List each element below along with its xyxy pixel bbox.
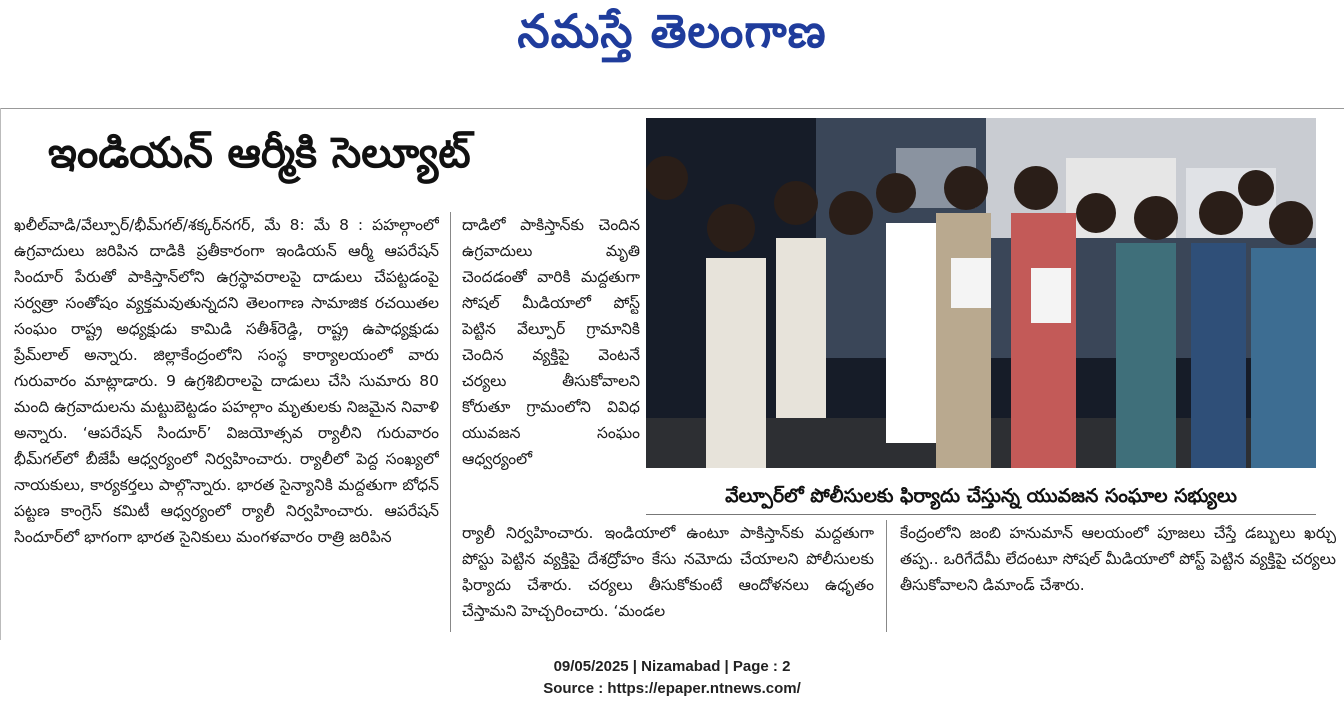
edition-info: 09/05/2025 | Nizamabad | Page : 2: [553, 658, 791, 675]
photo-caption: వేల్పూర్‌లో పోలీసులకు ఫిర్యాదు చేస్తున్న యువజన సంఘాల సభ్యులు: [725, 485, 1237, 507]
article-column-4: కేంద్రంలోని జంబి హనుమాన్ ఆలయంలో పూజలు చేస్తే డబ్బులు ఖర్చు తప్ప.. ఒరిగేదేమీ లేదంటూ సోషల్ మీడియాలో పోస్ట్ పెట్టిన వ్యక్తిపై చర్యలు తీసుకోవాలని డిమాండ్ చేశారు.: [900, 524, 1336, 594]
article-column-2: దాడిలో పాకిస్తాన్‌కు చెందిన ఉగ్రవాదులు మృతి చెందడంతో వారికి మద్దతుగా సోషల్ మీడియాలో పోస్ట్ పెట్టిన వేల్పూర్ గ్రామానికి చెందిన వ్యక్తిపై వెంటనే చర్యలు తీసుకోవాలని కోరుతూ గ్రామంలోని వివిధ యువజన సంఘం ఆధ్వర్యంలో: [462, 216, 640, 468]
column-divider: [886, 520, 887, 632]
source-line: Source : https://epaper.ntnews.com/: [543, 680, 801, 697]
article-headline: ఇండియన్ ఆర్మీకి సెల్యూట్: [48, 128, 471, 177]
masthead: [0, 0, 1344, 78]
article-column-1: ఖలీల్‌వాడి/వేల్పూర్/భీమ్‌గల్/శక్కర్‌నగర్, మే 8: మే 8 : పహల్గాంలో ఉగ్రవాదులు జరిపిన దాడికి ప్రతీకారంగా ఇండియన్ ఆర్మీ ఆపరేషన్ సిందూర్ పేరుతో పాకిస్తాన్‌లోని ఉగ్రస్థావరాలపై దాడులు చేపట్టడంపై సర్వత్రా సంతోషం వ్యక్తమవుతున్నదని తెలంగాణ సామాజిక రచయితల సంఘం రాష్ట్ర అధ్యక్షుడు కామిడి సతీశ్‌రెడ్డి, రాష్ట్ర ఉపాధ్యక్షుడు ప్రేమ్‌లాల్ అన్నారు. జిల్లాకేంద్రంలోని సంస్థ కార్యాలయంలో వారు గురువారం మాట్లాడారు. 9 ఉగ్రశిబిరాలపై దాడులు చేసి సుమారు 80 మంది ఉగ్రవాదులను మట్టుబెట్టడం పహల్గాం మృతులకు నిజమైన నివాళి అన్నారు. ‘ఆపరేషన్ సిందూర్’ విజయోత్సవ ర్యాలీని గురువారం భీమ్‌గల్‌లో బీజేపీ ఆధ్వర్యంలో నిర్వహించారు. ర్యాలీలో పెద్ద సంఖ్యలో నాయకులు, కార్యకర్తలు పాల్గొన్నారు. భారత సైన్యానికి మద్దతుగా బోధన్ పట్టణ కాంగ్రెస్ కమిటీ ఆధ్వర్యంలో ర్యాలీ నిర్వహించారు. ఆపరేషన్ సిందూర్‌లో భాగంగా భారత సైనికులు మంగళవారం రాత్రి జరిపిన: [14, 216, 439, 546]
newspaper-logo-title: నమస్తే తెలంగాణ: [517, 4, 827, 58]
clipping-left-border: [0, 108, 1, 640]
caption-underline: [646, 514, 1316, 515]
news-photo: [646, 118, 1316, 468]
column-divider: [450, 212, 451, 632]
group-photo-illustration: [646, 118, 1316, 468]
article-column-3: ర్యాలీ నిర్వహించారు. ఇండియాలో ఉంటూ పాకిస్తాన్‌కు మద్దతుగా పోస్టు పెట్టిన వ్యక్తిపై దేశద్రోహం కేసు నమోదు చేయాలని పోలీసులకు ఫిర్యాదు చేశారు. చర్యలు తీసుకోకుంటే ఆందోళనలు ఉధృతం చేస్తామని హెచ్చరించారు. ‘మండల: [462, 524, 874, 620]
